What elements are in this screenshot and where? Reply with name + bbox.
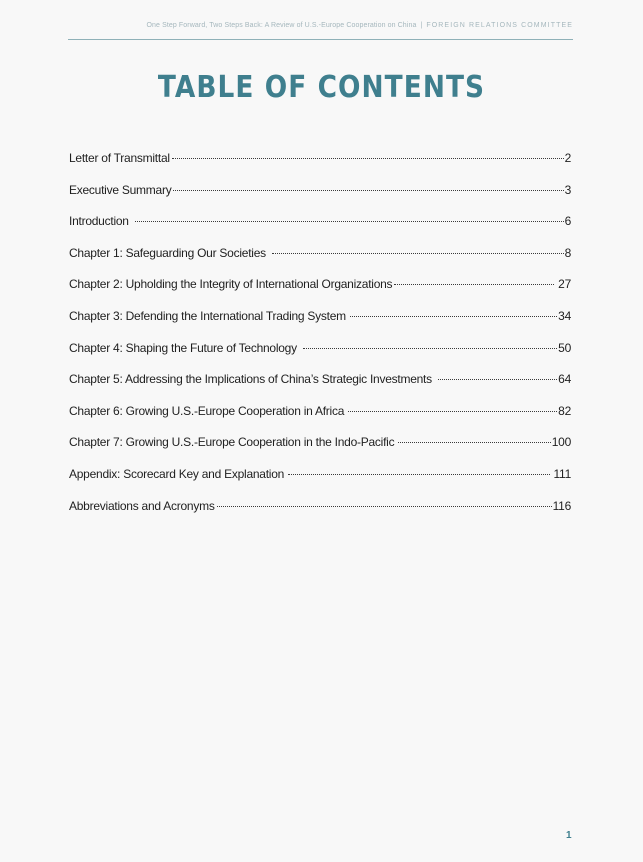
toc-entry-chapter-6[interactable]: [69, 401, 571, 433]
toc-entry-label: Chapter 6: Growing U.S.-Europe Cooperation in Africa: [69, 403, 345, 418]
committee-name: FOREIGN RELATIONS COMMITTEE: [426, 22, 573, 29]
header-separator: |: [420, 22, 423, 29]
toc-entry-page: 64: [558, 372, 571, 387]
dot-leader: [348, 411, 557, 412]
toc-entry-chapter-5[interactable]: [69, 369, 571, 401]
toc-entry-chapter-4[interactable]: [69, 338, 571, 370]
dot-leader: [394, 284, 554, 285]
header-rule: [68, 39, 573, 40]
toc-entry-chapter-7[interactable]: [69, 432, 571, 464]
dot-leader: [173, 190, 563, 191]
dot-leader: [303, 348, 557, 349]
toc-entry-label: Executive Summary: [69, 182, 172, 197]
toc-entry-label: Chapter 5: Addressing the Implications of China’s Strategic Investments: [69, 372, 432, 387]
toc-entry-chapter-3[interactable]: [69, 306, 571, 338]
toc-entry-chapter-2[interactable]: [69, 274, 571, 306]
toc-entry-page: 27: [558, 277, 571, 292]
toc-entry-label: Letter of Transmittal: [69, 151, 170, 165]
page-title: TABLE OF CONTENTS: [157, 70, 486, 105]
toc-entry-page: 34: [558, 308, 571, 323]
toc-entry-label: Introduction: [69, 214, 129, 229]
toc-entry-label: Chapter 4: Shaping the Future of Technology: [69, 340, 297, 355]
toc-entry-label: Appendix: Scorecard Key and Explanation: [69, 466, 285, 481]
toc-entry-label: Chapter 3: Defending the International Trading System: [69, 308, 346, 323]
toc-entry-page: 111: [553, 466, 571, 481]
toc-entry-label: Abbreviations and Acronyms: [69, 498, 215, 513]
dot-leader: [438, 379, 557, 380]
dot-leader: [272, 253, 564, 254]
dot-leader: [172, 158, 564, 159]
toc-entry-introduction[interactable]: [69, 211, 571, 243]
running-header: [68, 22, 573, 29]
dot-leader: [398, 442, 550, 443]
dot-leader: [350, 316, 557, 317]
toc-entry-appendix[interactable]: [69, 464, 571, 496]
page-number: 1: [566, 830, 572, 841]
toc-entry-abbreviations[interactable]: [69, 496, 571, 528]
report-title: One Step Forward, Two Steps Back: A Review of U.S.-Europe Cooperation on China: [146, 22, 417, 29]
toc-entry-page: 116: [552, 498, 571, 513]
toc-entry-page: 2: [564, 151, 571, 165]
toc-entry-page: 82: [558, 403, 571, 418]
toc-entry-page: 100: [551, 435, 571, 450]
table-of-contents: [69, 148, 571, 527]
dot-leader: [217, 506, 552, 507]
toc-entry-label: Chapter 7: Growing U.S.-Europe Cooperation in the Indo-Pacific: [69, 435, 395, 450]
toc-entry-label: Chapter 1: Safeguarding Our Societies: [69, 245, 266, 260]
toc-entry-page: 8: [564, 245, 571, 260]
toc-entry-page: 6: [564, 214, 571, 229]
dot-leader: [135, 221, 564, 222]
toc-entry-page: 50: [558, 340, 571, 355]
toc-entry-chapter-1[interactable]: [69, 243, 571, 275]
toc-entry-label: Chapter 2: Upholding the Integrity of International Organizations: [69, 277, 393, 292]
toc-entry-executive-summary[interactable]: [69, 180, 571, 212]
toc-entry-letter-of-transmittal[interactable]: [69, 148, 571, 180]
toc-entry-page: 3: [564, 182, 571, 197]
dot-leader: [288, 474, 549, 475]
